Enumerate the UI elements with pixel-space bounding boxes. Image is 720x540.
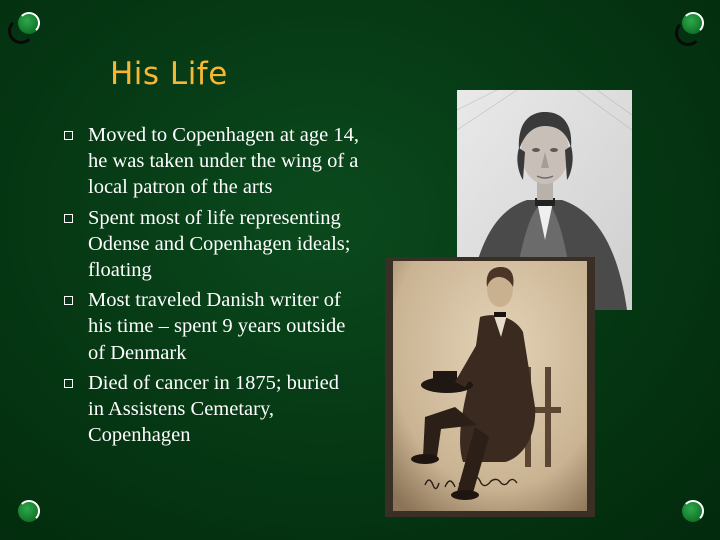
bullet-item xyxy=(60,370,360,449)
bullet-text: Spent most of life representing Odense and Copenhagen ideals; floating xyxy=(88,206,351,282)
bullet-list xyxy=(60,122,360,452)
bullet-text: Moved to Copenhagen at age 14, he was taken under the wing of a local patron of the arts xyxy=(88,124,359,199)
square-bullet-icon xyxy=(64,214,73,223)
corner-ornament-icon xyxy=(8,12,42,46)
bullet-text: Died of cancer in 1875; buried in Assistens Cemetary, Copenhagen xyxy=(88,371,340,447)
corner-ornament-icon xyxy=(676,496,710,530)
corner-ornament-icon xyxy=(672,12,706,46)
seated-photograph-image xyxy=(385,257,595,517)
bullet-item xyxy=(60,287,360,366)
slide-title: His Life xyxy=(110,56,228,92)
square-bullet-icon xyxy=(64,131,73,140)
bullet-item xyxy=(60,122,360,201)
square-bullet-icon xyxy=(64,296,73,305)
bullet-text: Most traveled Danish writer of his time – spent 9 years outside of Denmark xyxy=(88,289,346,364)
bullet-item xyxy=(60,205,360,284)
corner-ornament-icon xyxy=(14,496,48,530)
square-bullet-icon xyxy=(64,379,73,388)
